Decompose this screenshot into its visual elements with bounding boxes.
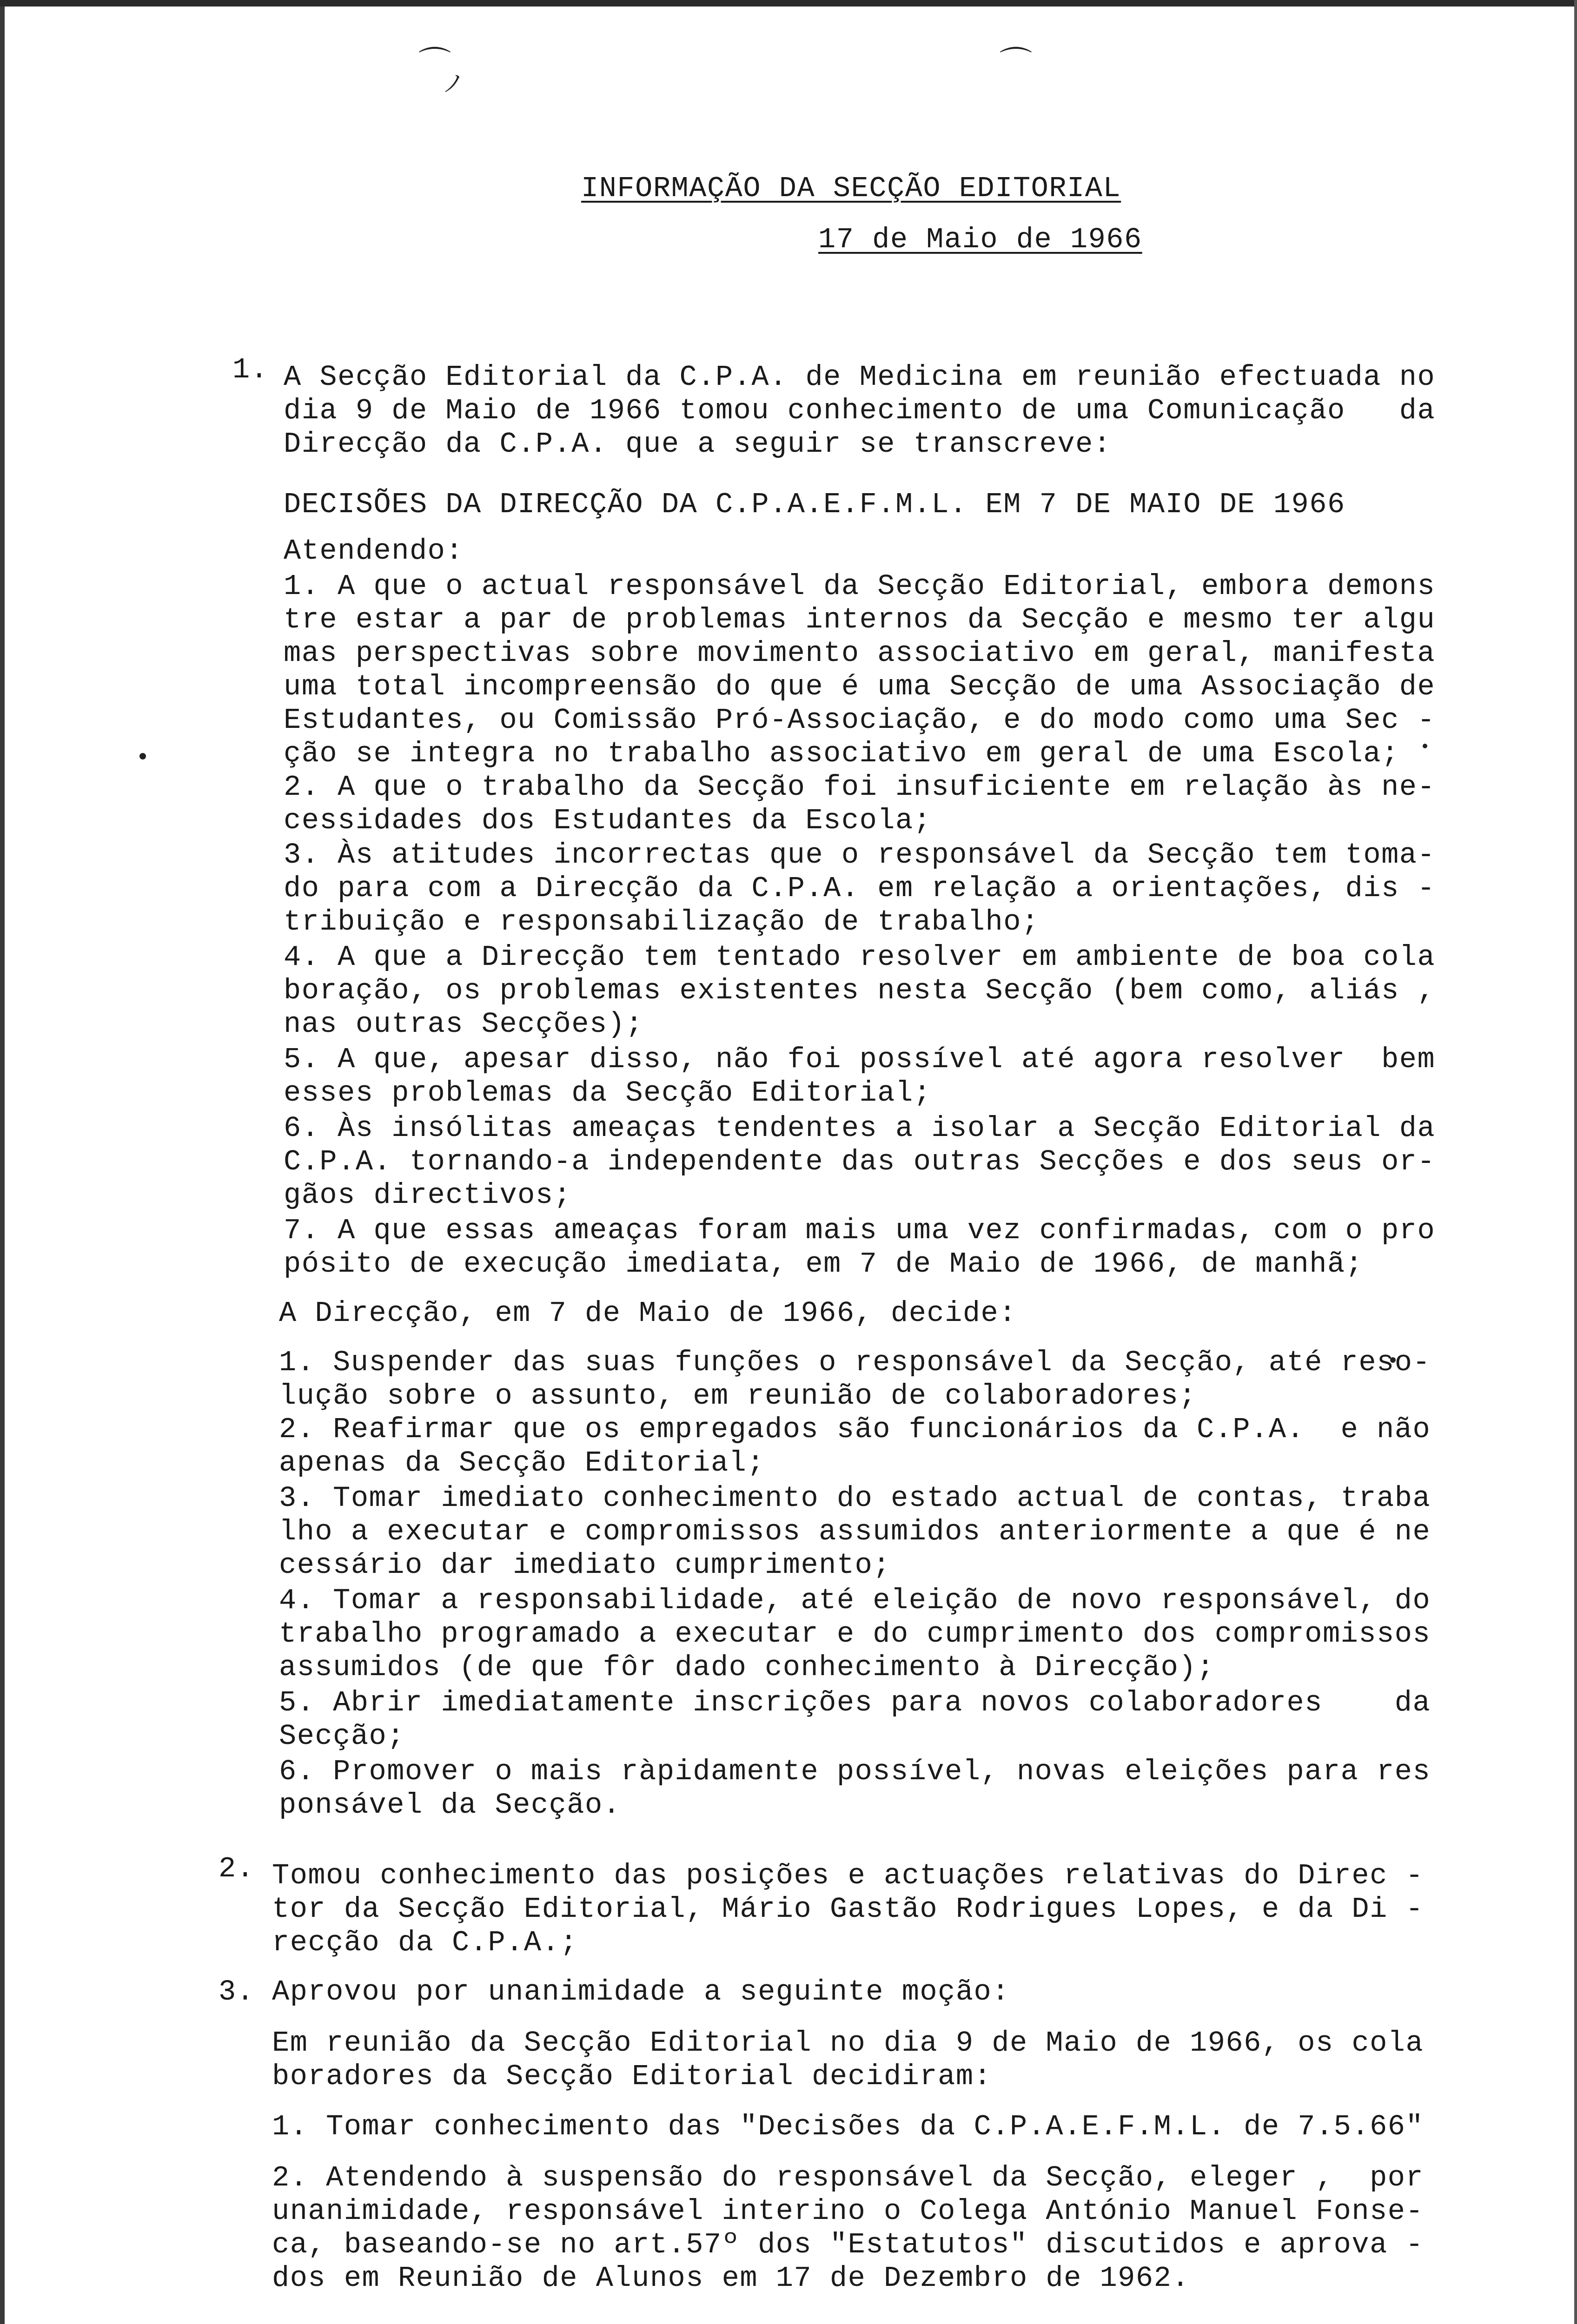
item3-point2-line: ca, baseando-se no art.57º dos "Estatutos" discutidos e aprova -	[272, 2228, 1424, 2261]
item-number: 3.	[219, 1975, 255, 2008]
atendendo-line: tribuição e responsabilização de trabalho;	[284, 905, 1040, 938]
atendendo-line: Estudantes, ou Comissão Pró-Associação, e do modo como uma Sec -	[284, 704, 1436, 737]
item3-intro: Aprovou por unanimidade a seguinte moção:	[272, 1975, 1010, 2008]
atendendo-line: esses problemas da Secção Editorial;	[284, 1076, 932, 1109]
ink-speck	[1423, 744, 1427, 748]
atendendo-line: tre estar a par de problemas internos da Secção e mesmo ter algu	[284, 603, 1436, 636]
decide-line: 6. Promover o mais ràpidamente possível, novas eleições para res	[279, 1755, 1431, 1788]
ink-mark: ⌒	[1000, 44, 1032, 82]
atendendo-line: ção se integra no trabalho associativo em geral de uma Escola;	[284, 737, 1399, 770]
item2-line: Tomou conhecimento das posições e actuações relativas do Direc -	[272, 1859, 1424, 1892]
atendendo-line: mas perspectivas sobre movimento associativo em geral, manifesta	[284, 637, 1436, 670]
atendendo-line: C.P.A. tornando-a independente das outras Secções e dos seus or-	[284, 1145, 1436, 1178]
decide-heading: A Direcção, em 7 de Maio de 1966, decide:	[279, 1297, 1017, 1330]
atendendo-line: boração, os problemas existentes nesta Secção (bem como, aliás ,	[284, 974, 1436, 1007]
decide-line: 2. Reafirmar que os empregados são funcionários da C.P.A. e não	[279, 1413, 1431, 1446]
item-number: 1.	[232, 353, 269, 386]
item3-point1: 1. Tomar conhecimento das "Decisões da C.P.A.E.F.M.L. de 7.5.66"	[272, 2110, 1424, 2143]
atendendo-line: 2. A que o trabalho da Secção foi insuficiente em relação às ne-	[284, 771, 1436, 804]
item3-point2-line: dos em Reunião de Alunos em 17 de Dezembro de 1962.	[272, 2262, 1190, 2295]
atendendo-line: 5. A que, apesar disso, não foi possível até agora resolver bem	[284, 1043, 1436, 1076]
item3-point2-line: 2. Atendendo à suspensão do responsável da Secção, eleger , por	[272, 2161, 1424, 2194]
document-title: INFORMAÇÃO DA SECÇÃO EDITORIAL	[581, 172, 1121, 205]
decide-line: apenas da Secção Editorial;	[279, 1446, 765, 1479]
decisions-heading: DECISÕES DA DIRECÇÃO DA C.P.A.E.F.M.L. EM 7 DE MAIO DE 1966	[284, 488, 1345, 521]
item1-line: Direcção da C.P.A. que a seguir se transcreve:	[284, 428, 1112, 461]
item1-line: dia 9 de Maio de 1966 tomou conhecimento de uma Comunicação da	[284, 394, 1436, 427]
atendendo-line: 3. Às atitudes incorrectas que o responsável da Secção tem toma-	[284, 838, 1436, 872]
decide-line: 4. Tomar a responsabilidade, até eleição de novo responsável, do	[279, 1584, 1431, 1617]
atendendo-line: do para com a Direcção da C.P.A. em relação a orientações, dis -	[284, 872, 1436, 905]
atendendo-line: nas outras Secções);	[284, 1008, 644, 1041]
atendendo-label: Atendendo:	[284, 535, 464, 568]
atendendo-line: 6. Às insólitas ameaças tendentes a isolar a Secção Editorial da	[284, 1112, 1436, 1145]
atendendo-line: uma total incompreensão do que é uma Secção de uma Associação de	[284, 670, 1436, 703]
decide-line: ponsável da Secção.	[279, 1789, 621, 1822]
decide-line: trabalho programado a executar e do cumprimento dos compromissos	[279, 1618, 1431, 1651]
ink-mark: ノ	[442, 70, 465, 97]
item2-line: tor da Secção Editorial, Mário Gastão Rodrigues Lopes, e da Di -	[272, 1893, 1424, 1926]
item1-line: A Secção Editorial da C.P.A. de Medicina em reunião efectuada no	[284, 361, 1436, 394]
atendendo-line: gãos directivos;	[284, 1179, 572, 1212]
atendendo-line: pósito de execução imediata, em 7 de Maio de 1966, de manhã;	[284, 1248, 1364, 1281]
atendendo-line: 7. A que essas ameaças foram mais uma vez confirmadas, com o pro	[284, 1214, 1436, 1247]
decide-line: 3. Tomar imediato conhecimento do estado actual de contas, traba	[279, 1482, 1431, 1515]
atendendo-line: cessidades dos Estudantes da Escola;	[284, 804, 932, 837]
scan-border-right	[1574, 0, 1577, 2324]
item2-line: recção da C.P.A.;	[272, 1926, 578, 1959]
ink-mark: ⌒	[418, 44, 451, 82]
item3-point2-line: unanimidade, responsável interino o Colega António Manuel Fonse-	[272, 2195, 1424, 2228]
atendendo-line: 1. A que o actual responsável da Secção Editorial, embora demons	[284, 570, 1436, 603]
decide-line: lho a executar e compromissos assumidos anteriormente a que é ne	[279, 1515, 1431, 1548]
decide-line: 5. Abrir imediatamente inscrições para novos colaboradores da	[279, 1686, 1431, 1719]
decide-line: assumidos (de que fôr dado conhecimento à Direcção);	[279, 1651, 1215, 1684]
item3-para-line: boradores da Secção Editorial decidiram:	[272, 2060, 992, 2093]
decide-line: 1. Suspender das suas funções o responsável da Secção, até reso-	[279, 1346, 1431, 1379]
decide-line: lução sobre o assunto, em reunião de colaboradores;	[279, 1380, 1197, 1413]
item-number: 2.	[219, 1852, 255, 1885]
atendendo-line: 4. A que a Direcção tem tentado resolver em ambiente de boa cola	[284, 941, 1436, 974]
ink-speck	[139, 753, 146, 759]
decide-line: Secção;	[279, 1720, 405, 1753]
scan-border-left	[0, 7, 5, 2324]
item3-para-line: Em reunião da Secção Editorial no dia 9 de Maio de 1966, os cola	[272, 2027, 1424, 2060]
scan-border-top	[0, 0, 1577, 7]
decide-line: cessário dar imediato cumprimento;	[279, 1549, 891, 1582]
document-date: 17 de Maio de 1966	[818, 223, 1142, 256]
